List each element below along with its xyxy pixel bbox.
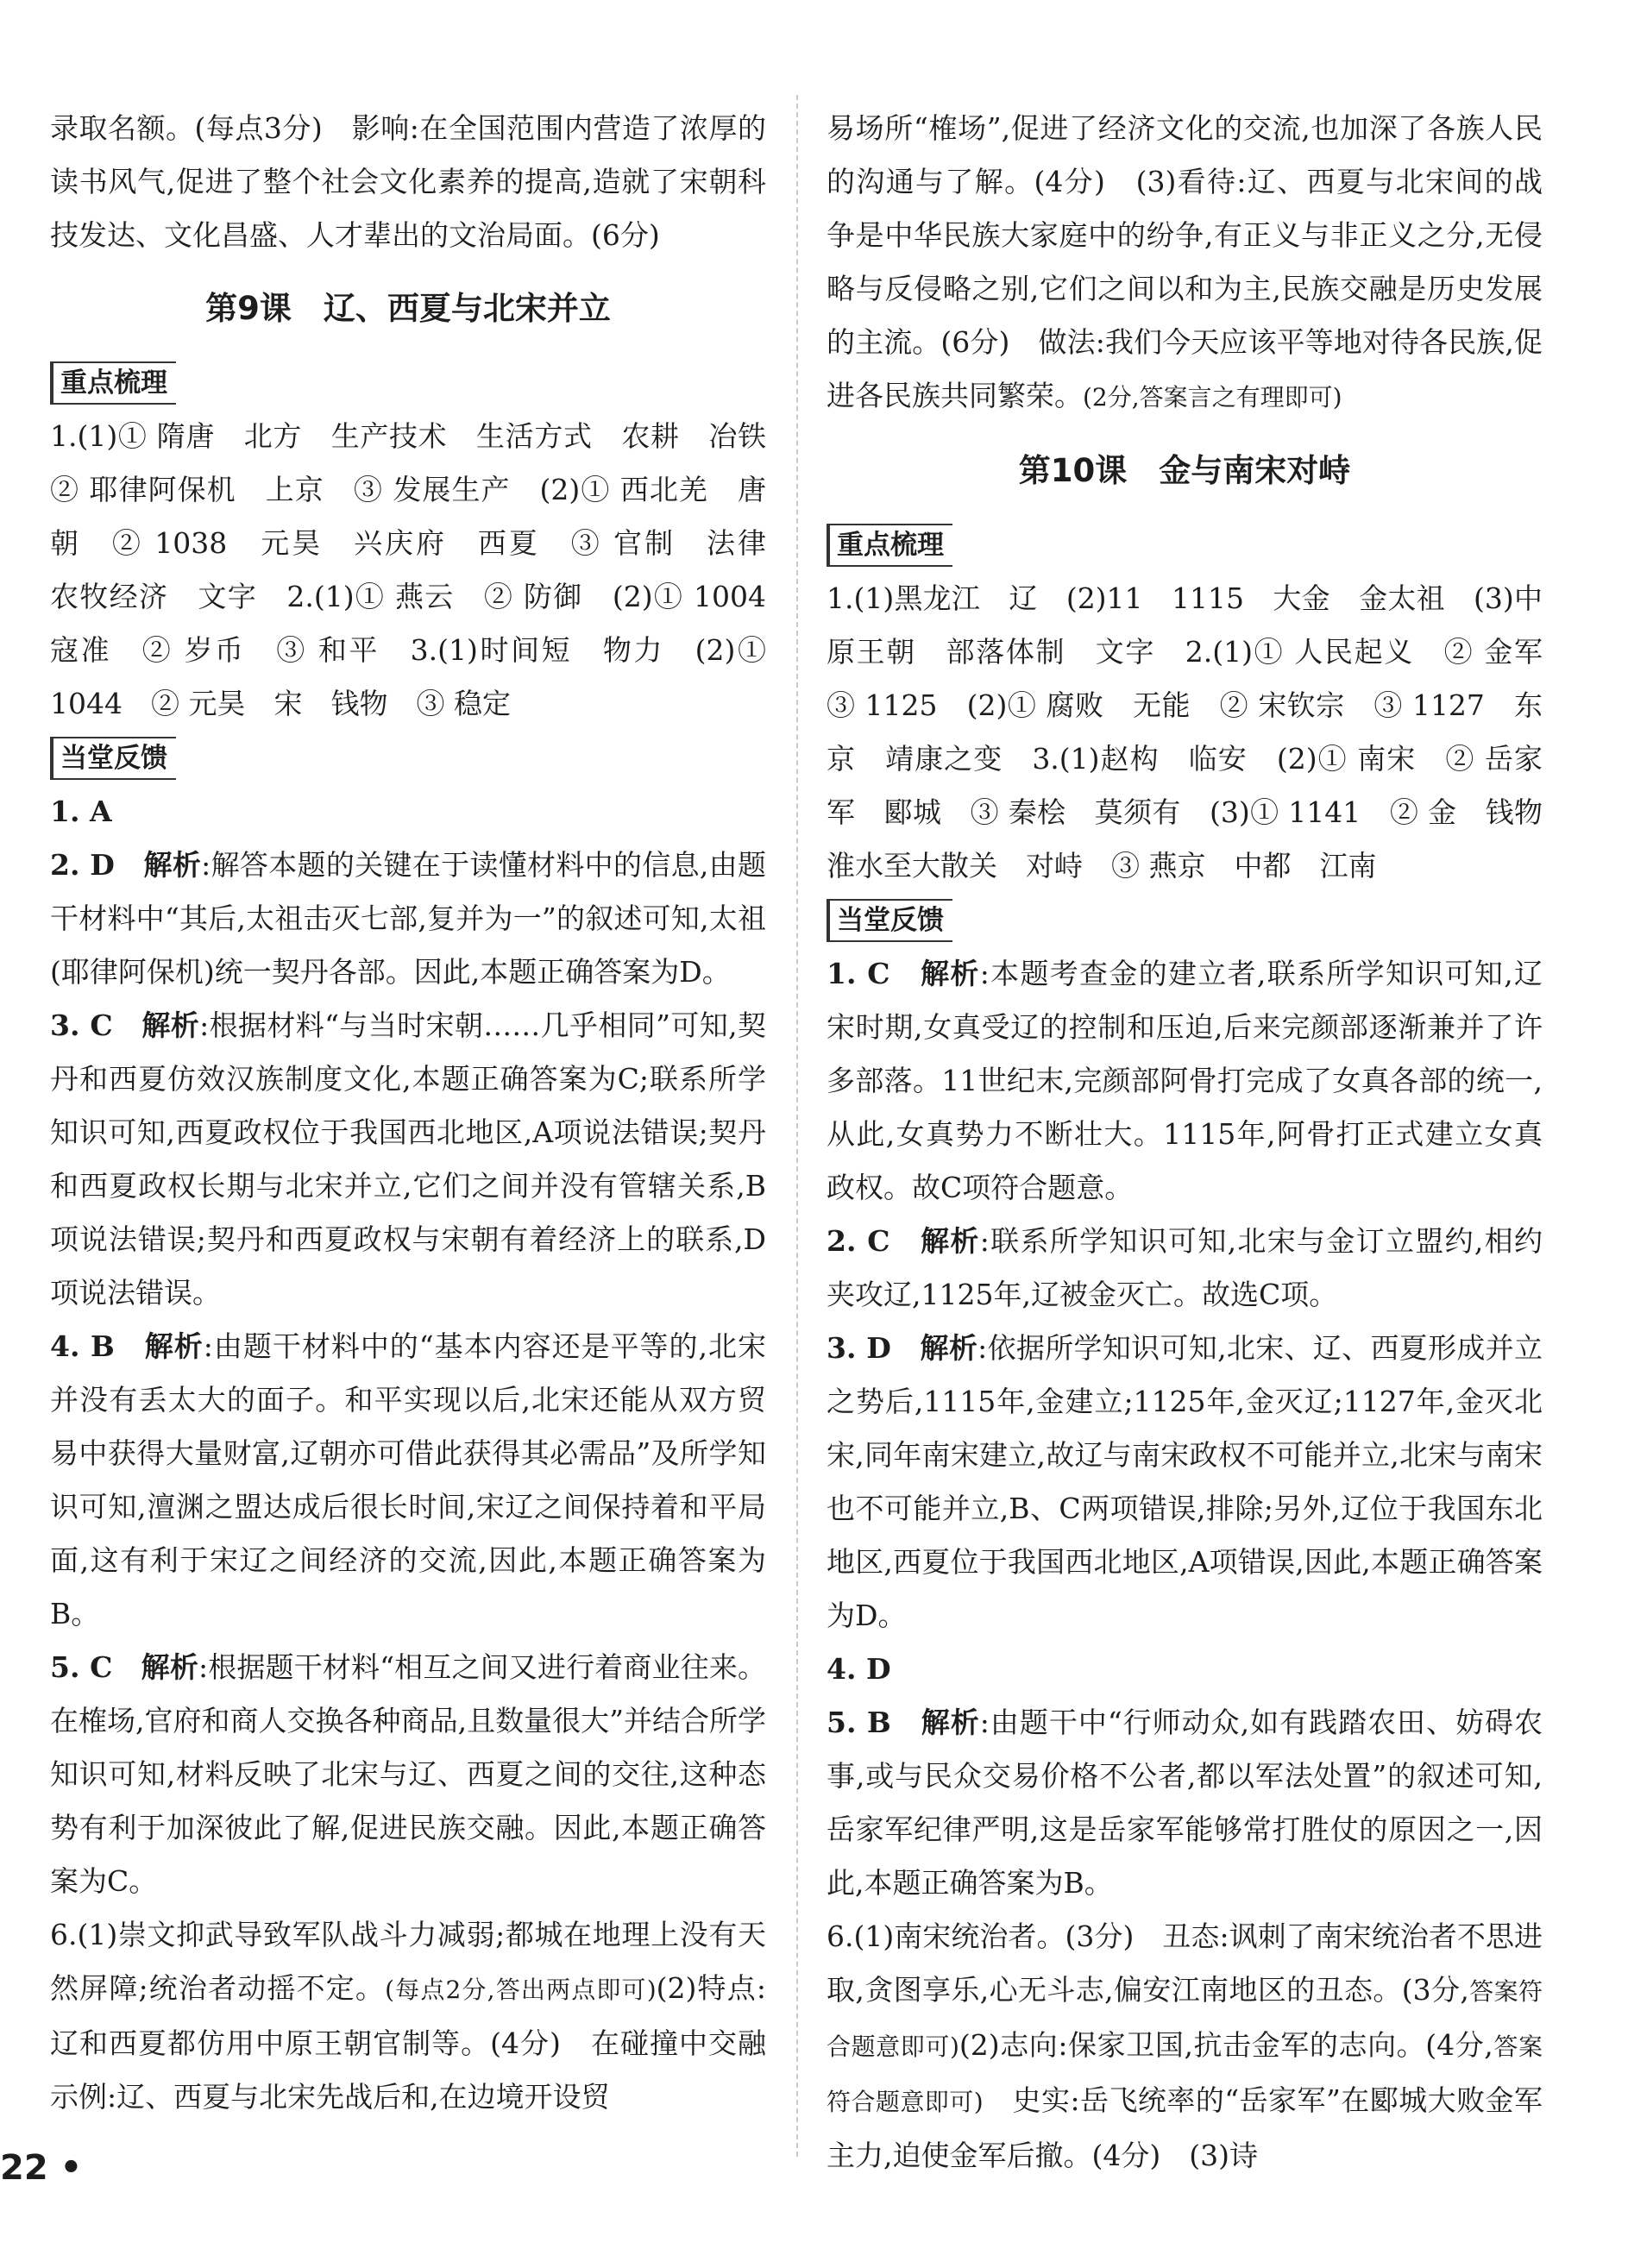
- section-heading-review: 重点梳理: [50, 361, 176, 405]
- scoring-note: 答案符合题意即可): [827, 1977, 1543, 2061]
- answer-item: [827, 1322, 1543, 1643]
- analysis-label: 解析: [920, 1331, 978, 1365]
- right-column: [827, 102, 1571, 2183]
- analysis-label: 解析: [921, 957, 980, 990]
- answer-text: 6.(1)崇文抑武导致军队战斗力减弱;都城在地理上没有天然屏障;统治者动摇不定。: [50, 1918, 766, 2005]
- answer-item: [50, 1320, 766, 1641]
- column-divider: [796, 95, 798, 2157]
- answer-text: (2)志向:保家卫国,抗击金军的志向。(4分,: [959, 2028, 1493, 2062]
- lesson-10-review-answers: 1.(1)黑龙江 辽 (2)11 1115 大金 金太祖 (3)中原王朝 部落体制 文字 2.(1)① 人民起义 ② 金军 ③ 1125 (2)① 腐败 无能 ② 宋钦宗 ③ 1127 东京 靖康之变 3.(1)赵构 临安 (2)① 南宋 ② 岳家军 郾城 ③ 秦桧 莫须有 (3)① 1141 ② 金 钱物 淮水至大散关 对峙 ③ 燕京 中都 江南: [827, 581, 1571, 883]
- answer-item: [50, 1641, 766, 1908]
- answer-label: 5. B: [827, 1706, 921, 1739]
- analysis-text: :根据材料“与当时宋朝……几乎相同”可知,契丹和西夏仿效汉族制度文化,本题正确答案为C;联系所学知识可知,西夏政权位于我国西北地区,A项说法错误;契丹和西夏政权长期与北宋并立,它们之间并没有管辖关系,B项说法错误;契丹和西夏政权与宋朝有着经济上的联系,D项说法错误。: [50, 1008, 766, 1310]
- answer-item: [827, 1215, 1543, 1322]
- analysis-label: 解析: [921, 1224, 980, 1258]
- analysis-label: 解析: [921, 1706, 980, 1739]
- lesson-10-title: 第10课 金与南宋对峙: [1018, 452, 1351, 489]
- left-intro-paragraph: 录取名额。(每点3分) 影响:在全国范围内营造了浓厚的读书风气,促进了整个社会文化素养的提高,造就了宋朝科技发达、文化昌盛、人才辈出的文治局面。(6分): [50, 111, 766, 252]
- section-heading-review: 重点梳理: [827, 524, 952, 567]
- answer-text: 史实:岳飞统率的“岳家军”在郾城大败金军主力,迫使金军后撤。(4分) (3)诗: [827, 2083, 1543, 2172]
- analysis-text: :由题干材料中的“基本内容还是平等的,北宋并没有丢太大的面子。和平实现以后,北宋还能从双方贸易中获得大量财富,辽朝亦可借此获得其必需品”及所学知识可知,澶渊之盟达成后很长时间,宋辽之间保持着和平局面,这有利于宋辽之间经济的交流,因此,本题正确答案为B。: [50, 1329, 766, 1630]
- right-intro-paragraph: [827, 102, 1543, 424]
- answer-item: [50, 999, 766, 1320]
- section-heading-feedback: 当堂反馈: [50, 737, 176, 780]
- answer-label: 3. C: [50, 1008, 142, 1042]
- analysis-text: :由题干中“行师动众,如有践踏农田、妨碍农事,或与民众交易价格不公者,都以军法处置”的叙述可知,岳家军纪律严明,这是岳家军能够常打胜仗的原因之一,因此,本题正确答案为B。: [827, 1706, 1543, 1900]
- answer-item: [827, 947, 1543, 1215]
- answer-item: [827, 1643, 1543, 1696]
- analysis-text: :根据题干材料“相互之间又进行着商业往来。在榷场,官府和商人交换各种商品,且数量很大”并结合所学知识可知,材料反映了北宋与辽、西夏之间的交往,这种态势有利于加深彼此了解,促进民族交融。因此,本题正确答案为C。: [50, 1650, 766, 1898]
- analysis-text: :依据所学知识可知,北宋、辽、西夏形成并立之势后,1115年,金建立;1125年,金灭辽;1127年,金灭北宋,同年南宋建立,故辽与南宋政权不可能并立,北宋与南宋也不可能并立,B、C两项错误,排除;另外,辽位于我国东北地区,西夏位于我国西北地区,A项错误,因此,本题正确答案为D。: [827, 1331, 1543, 1632]
- analysis-label: 解析: [143, 848, 202, 882]
- answer-label: 1. A: [50, 795, 112, 828]
- answer-label: 1. C: [827, 957, 921, 990]
- analysis-label: 解析: [144, 1329, 204, 1363]
- intro-text: 易场所“榷场”,促进了经济文化的交流,也加深了各族人民的沟通与了解。(4分) (3)看待:辽、西夏与北宋间的战争是中华民族大家庭中的纷争,有正义与非正义之分,无侵略与反侵略之别,它们之间以和为主,民族交融是历史发展的主流。(6分) 做法:我们今天应该平等地对待各民族,促进各民族共同繁荣。: [827, 111, 1543, 412]
- lesson-9-title: 第9课 辽、西夏与北宋并立: [205, 290, 611, 327]
- scoring-note: (每点2分,答出两点即可): [385, 1976, 657, 2004]
- answer-item: [50, 839, 766, 999]
- lesson-9-review-answers: 1.(1)① 隋唐 北方 生产技术 生活方式 农耕 冶铁 ② 耶律阿保机 上京 ③ 发展生产 (2)① 西北羌 唐朝 ② 1038 元昊 兴庆府 西夏 ③ 官制 法律 农牧经济 文字 2.(1)① 燕云 ② 防御 (2)① 1004 寇准 ② 岁币 ③ 和平 3.(1)时间短 物力 (2)① 1044 ② 元昊 宋 钱物 ③ 稳定: [50, 419, 795, 720]
- section-heading-feedback: 当堂反馈: [827, 899, 952, 942]
- answer-label: 4. D: [827, 1652, 891, 1686]
- analysis-label: 解析: [141, 1008, 200, 1042]
- answer-item: [827, 1696, 1543, 1910]
- answer-label: 2. D: [50, 848, 144, 882]
- answer-text: 6.(1)南宋统治者。(3分) 丑态:讽刺了南宋统治者不思进取,贪图享乐,心无斗志,偏安江南地区的丑态。(3分,: [827, 1919, 1543, 2007]
- analysis-text: :联系所学知识可知,北宋与金订立盟约,相约夹攻辽,1125年,辽被金灭亡。故选C项。: [827, 1224, 1543, 1311]
- left-column: [50, 102, 795, 2124]
- answer-item: [50, 785, 766, 839]
- answer-label: 3. D: [827, 1331, 921, 1365]
- page-number: 22 •: [0, 2148, 83, 2188]
- answer-item: [50, 1908, 766, 2124]
- answer-label: 5. C: [50, 1650, 141, 1684]
- analysis-text: :本题考查金的建立者,联系所学知识可知,辽宋时期,女真受辽的控制和压迫,后来完颜部逐渐兼并了许多部落。11世纪末,完颜部阿骨打完成了女真各部的统一,从此,女真势力不断壮大。1115年,阿骨打正式建立女真政权。故C项符合题意。: [827, 957, 1543, 1204]
- answer-label: 2. C: [827, 1224, 921, 1258]
- analysis-text: :解答本题的关键在于读懂材料中的信息,由题干材料中“其后,太祖击灭七部,复并为一”的叙述可知,太祖(耶律阿保机)统一契丹各部。因此,本题正确答案为D。: [50, 848, 767, 989]
- answer-text: (2)特点:辽和西夏都仿用中原王朝官制等。(4分) 在碰撞中交融示例:辽、西夏与北宋先战后和,在边境开设贸: [50, 1971, 766, 2114]
- analysis-label: 解析: [141, 1650, 198, 1684]
- scoring-note: (2分,答案言之有理即可): [1083, 383, 1342, 412]
- answer-item: [827, 1910, 1543, 2183]
- answer-label: 4. B: [50, 1329, 145, 1363]
- scoring-note: 答案符合题意即可): [827, 2032, 1543, 2116]
